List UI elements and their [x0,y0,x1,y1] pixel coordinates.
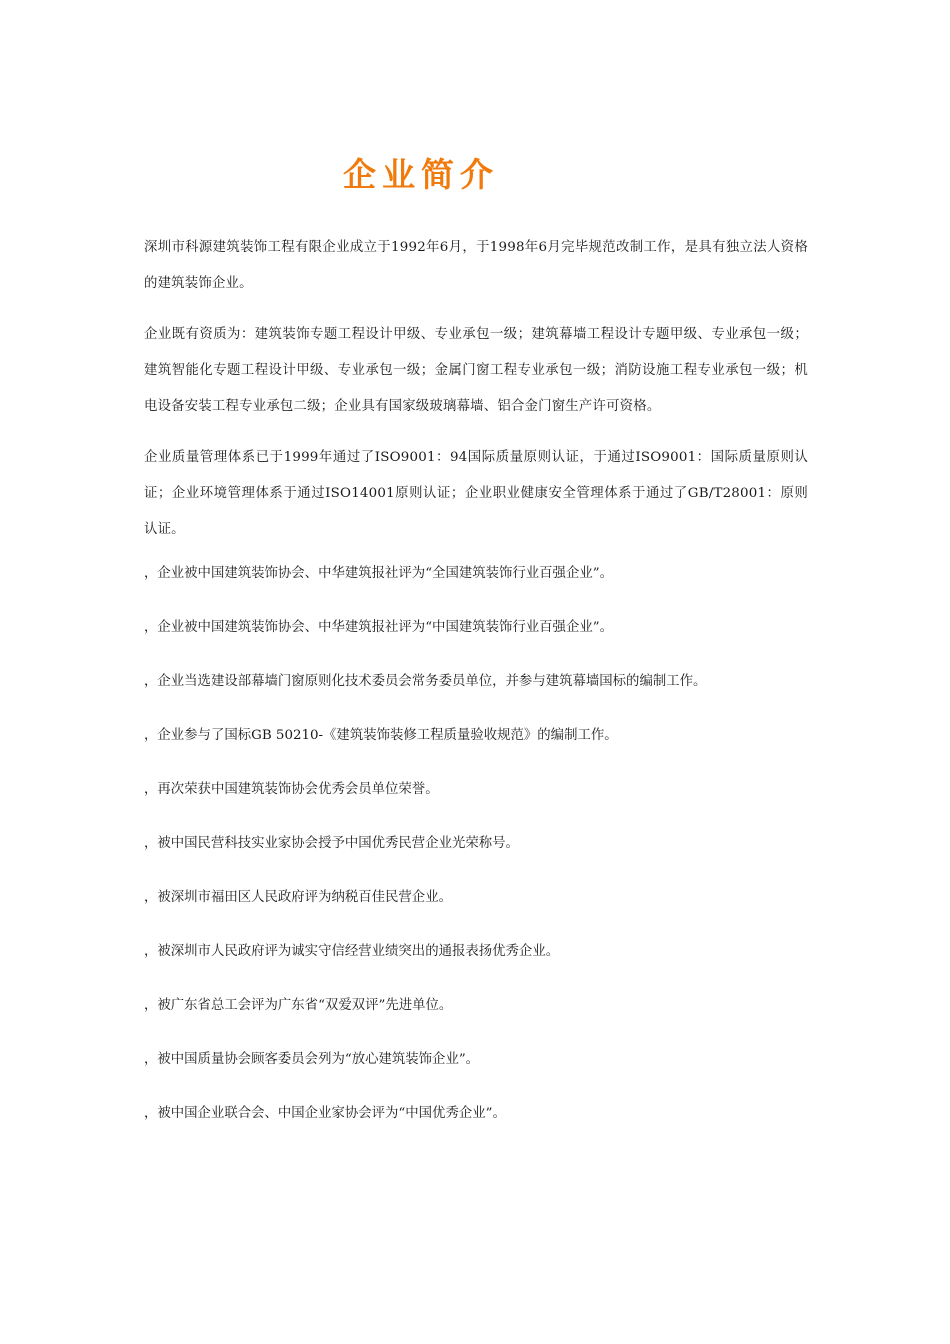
list-item: ，企业被中国建筑装饰协会、中华建筑报社评为“全国建筑装饰行业百强企业”。 [144,566,613,581]
list-item: ，被中国质量协会顾客委员会列为“放心建筑装饰企业”。 [144,1052,480,1067]
list-item: ，企业被中国建筑装饰协会、中华建筑报社评为“中国建筑装饰行业百强企业”。 [144,620,613,635]
list-item: ，企业当选建设部幕墙门窗原则化技术委员会常务委员单位，并参与建筑幕墙国标的编制工作。 [144,674,707,689]
list-item: ，再次荣获中国建筑装饰协会优秀会员单位荣誉。 [144,782,439,797]
paragraph-intro: 深圳市科源建筑装饰工程有限企业成立于1992年6月，于1998年6月完毕规范改制工作，是具有独立法人资格的建筑装饰企业。 [144,240,808,291]
honors-list [144,565,808,1123]
list-item: ，被深圳市福田区人民政府评为纳税百佳民营企业。 [144,890,452,905]
paragraph-qualifications: 企业既有资质为：建筑装饰专题工程设计甲级、专业承包一级；建筑幕墙工程设计专题甲级、专业承包一级；建筑智能化专题工程设计甲级、专业承包一级；金属门窗工程专业承包一级；消防设施工程专业承包一级；机电设备安装工程专业承包二级；企业具有国家级玻璃幕墙、铝合金门窗生产许可资格。 [144,327,808,414]
list-item: ，被广东省总工会评为广东省“双爱双评”先进单位。 [144,998,453,1013]
list-item: ，被中国企业联合会、中国企业家协会评为“中国优秀企业”。 [144,1106,506,1121]
list-item: ，被深圳市人民政府评为诚实守信经营业绩突出的通报表扬优秀企业。 [144,944,560,959]
list-item: ，被中国民营科技实业家协会授予中国优秀民营企业光荣称号。 [144,836,519,851]
list-item: ，企业参与了国标GB 50210-《建筑装饰装修工程质量验收规范》的编制工作。 [144,728,618,743]
document-body [144,230,808,1159]
paragraph-certifications: 企业质量管理体系已于1999年通过了ISO9001：94国际质量原则认证，于通过ISO9001：国际质量原则认证；企业环境管理体系于通过ISO14001原则认证；企业职业健康安全管理体系于通过了GB/T28001：原则认证。 [144,450,808,537]
page-title: 企业简介 [343,155,499,194]
